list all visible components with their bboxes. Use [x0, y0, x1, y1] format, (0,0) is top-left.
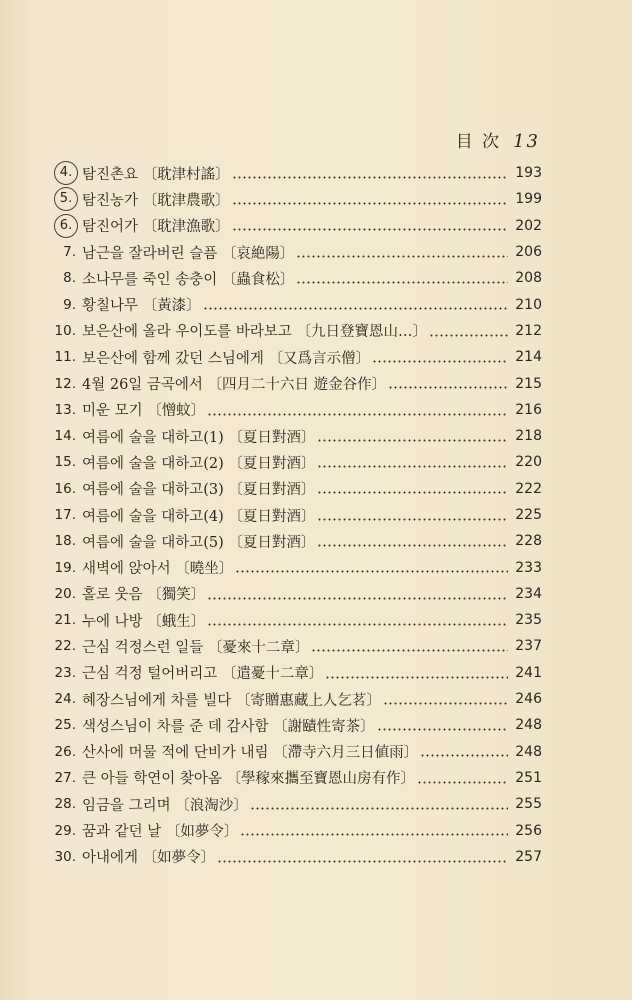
entry-page-number: 216 — [515, 401, 542, 418]
dot-leader — [232, 218, 508, 233]
toc-entry — [42, 186, 542, 212]
entry-title: 여름에 술을 대하고(2) 〔夏日對酒〕 — [82, 455, 316, 472]
toc-entry — [42, 370, 542, 396]
entry-page-number: 228 — [515, 533, 542, 550]
entry-number: 15. — [54, 454, 76, 471]
entry-number: 5. — [54, 187, 78, 211]
entry-number: 4. — [54, 161, 78, 185]
dot-leader — [317, 455, 508, 470]
dot-leader — [232, 166, 508, 181]
table-of-contents — [42, 160, 542, 870]
dot-leader — [372, 350, 508, 365]
entry-page-number: 248 — [515, 743, 542, 760]
entry-number: 9. — [63, 296, 76, 313]
entry-number: 10. — [54, 322, 76, 339]
dot-leader — [325, 666, 508, 681]
toc-entry — [42, 160, 542, 186]
entry-title: 남근을 잘라버린 슬픔 〔哀絶陽〕 — [82, 245, 295, 262]
entry-page-number: 210 — [515, 296, 542, 313]
entry-number: 29. — [54, 822, 76, 839]
entry-title: 큰 아들 학연이 찾아옴 〔學稼來攜至寶恩山房有作〕 — [82, 771, 415, 788]
entry-number: 7. — [63, 244, 76, 261]
entry-page-number: 256 — [515, 822, 542, 839]
toc-entry — [42, 291, 542, 317]
toc-entry — [42, 554, 542, 580]
entry-page-number: 193 — [515, 165, 542, 182]
entry-page-number: 222 — [515, 480, 542, 497]
toc-entry — [42, 765, 542, 791]
entry-number: 27. — [54, 769, 76, 786]
entry-title: 임금을 그리며 〔浪淘沙〕 — [82, 797, 248, 814]
entry-title: 새벽에 앉아서 〔曉坐〕 — [82, 561, 234, 578]
entry-title: 4월 26일 금곡에서 〔四月二十六日 遊金谷作〕 — [82, 377, 387, 394]
toc-entry — [42, 344, 542, 370]
toc-entry — [42, 607, 542, 633]
entry-page-number: 225 — [515, 507, 542, 523]
toc-entry — [42, 660, 542, 686]
entry-title: 보은산에 올라 우이도를 바라보고 〔九日登寶恩山…〕 — [82, 324, 428, 341]
dot-leader — [296, 245, 508, 260]
toc-entry — [42, 213, 542, 239]
entry-title: 꿈과 같던 날 〔如夢令〕 — [82, 824, 239, 841]
entry-title: 탐진어가 〔耽津漁歌〕 — [82, 219, 230, 236]
entry-page-number: 220 — [515, 454, 542, 471]
entry-title: 여름에 술을 대하고(3) 〔夏日對酒〕 — [82, 482, 316, 499]
entry-title: 황칠나무 〔黃漆〕 — [82, 298, 201, 315]
entry-number: 28. — [54, 796, 76, 813]
entry-page-number: 218 — [515, 428, 542, 445]
toc-entry — [42, 397, 542, 423]
entry-number: 24. — [54, 691, 76, 708]
entry-number: 19. — [54, 559, 76, 576]
entry-page-number: 255 — [515, 796, 542, 813]
entry-number: 13. — [54, 401, 76, 418]
toc-entry — [42, 502, 542, 528]
toc-entry — [42, 739, 542, 765]
toc-entry — [42, 817, 542, 843]
entry-title: 누에 나방 〔蛾生〕 — [82, 613, 206, 630]
dot-leader — [317, 534, 508, 549]
dot-leader — [250, 797, 508, 812]
entry-page-number: 257 — [515, 848, 542, 865]
entry-title: 근심 걱정스런 일들 〔憂來十二章〕 — [82, 639, 310, 656]
dot-leader — [235, 560, 508, 575]
toc-entry — [42, 423, 542, 449]
entry-page-number: 234 — [515, 585, 542, 602]
entry-number: 8. — [63, 270, 76, 287]
entry-page-number: 214 — [515, 349, 542, 366]
dot-leader — [203, 297, 508, 312]
entry-number: 11. — [54, 349, 76, 366]
dot-leader — [317, 508, 508, 523]
entry-number: 21. — [54, 612, 76, 629]
entry-number: 18. — [54, 533, 76, 550]
entry-number: 12. — [54, 375, 76, 392]
running-head — [456, 127, 540, 152]
entry-page-number: 208 — [515, 270, 542, 287]
toc-entry — [42, 791, 542, 817]
entry-title: 여름에 술을 대하고(4) 〔夏日對酒〕 — [82, 508, 316, 525]
dot-leader — [296, 271, 508, 286]
dot-leader — [232, 192, 508, 207]
entry-number: 17. — [54, 507, 76, 523]
entry-title: 색성스님이 차를 준 데 감사함 〔謝賾性寄茶〕 — [82, 718, 375, 735]
entry-number: 14. — [54, 428, 76, 445]
entry-number: 26. — [54, 743, 76, 760]
entry-page-number: 248 — [515, 717, 542, 734]
toc-entry — [42, 844, 542, 870]
entry-title: 여름에 술을 대하고(1) 〔夏日對酒〕 — [82, 429, 316, 446]
entry-page-number: 237 — [515, 638, 542, 655]
entry-page-number: 199 — [515, 191, 542, 208]
dot-leader — [207, 587, 508, 602]
entry-number: 25. — [54, 717, 76, 734]
entry-number: 30. — [54, 848, 76, 865]
entry-title: 근심 걱정 털어버리고 〔遣憂十二章〕 — [82, 666, 324, 683]
entry-number: 20. — [54, 585, 76, 602]
entry-number: 23. — [54, 664, 76, 681]
entry-page-number: 251 — [515, 769, 542, 786]
dot-leader — [388, 376, 508, 391]
entry-page-number: 212 — [515, 322, 542, 339]
dot-leader — [383, 692, 508, 707]
entry-title: 혜장스님에게 차를 빌다 〔寄贈惠藏上人乞茗〕 — [82, 692, 381, 709]
dot-leader — [207, 403, 508, 418]
dot-leader — [311, 639, 508, 654]
toc-entry — [42, 581, 542, 607]
dot-leader — [317, 429, 508, 444]
dot-leader — [240, 823, 508, 838]
entry-title: 아내에게 〔如夢令〕 — [82, 850, 216, 867]
entry-title: 보은산에 함께 갔던 스님에게 〔又爲言示僧〕 — [82, 350, 371, 367]
entry-page-number: 235 — [515, 612, 542, 629]
entry-page-number: 241 — [515, 664, 542, 681]
toc-entry — [42, 633, 542, 659]
toc-entry — [42, 712, 542, 738]
toc-entry — [42, 318, 542, 344]
entry-title: 미운 모기 〔憎蚊〕 — [82, 403, 206, 420]
entry-title: 탐진촌요 〔耽津村謠〕 — [82, 166, 230, 183]
toc-entry — [42, 528, 542, 554]
entry-page-number: 246 — [515, 691, 542, 708]
entry-page-number: 233 — [515, 559, 542, 576]
dot-leader — [317, 481, 508, 496]
toc-entry — [42, 476, 542, 502]
dot-leader — [420, 744, 508, 759]
toc-entry — [42, 239, 542, 265]
entry-title: 산사에 머물 적에 단비가 내림 〔滯寺六月三日値雨〕 — [82, 745, 419, 762]
toc-entry — [42, 686, 542, 712]
dot-leader — [417, 771, 508, 786]
entry-number: 22. — [54, 638, 76, 655]
dot-leader — [207, 613, 508, 628]
entry-title: 여름에 술을 대하고(5) 〔夏日對酒〕 — [82, 534, 316, 551]
toc-entry — [42, 449, 542, 475]
entry-title: 탐진농가 〔耽津農歌〕 — [82, 192, 230, 209]
entry-page-number: 215 — [515, 375, 542, 392]
dot-leader — [377, 718, 508, 733]
entry-page-number: 206 — [515, 244, 542, 261]
running-head-title: 目 次 — [455, 132, 502, 152]
dot-leader — [217, 850, 508, 865]
entry-title: 소나무를 죽인 송충이 〔蟲食松〕 — [82, 271, 295, 288]
entry-page-number: 202 — [515, 217, 542, 234]
dot-leader — [429, 324, 508, 339]
entry-title: 홀로 웃음 〔獨笑〕 — [82, 587, 206, 604]
running-head-page-number: 13 — [513, 131, 540, 152]
entry-number: 16. — [54, 480, 76, 497]
toc-entry — [42, 265, 542, 291]
entry-number: 6. — [54, 214, 78, 238]
